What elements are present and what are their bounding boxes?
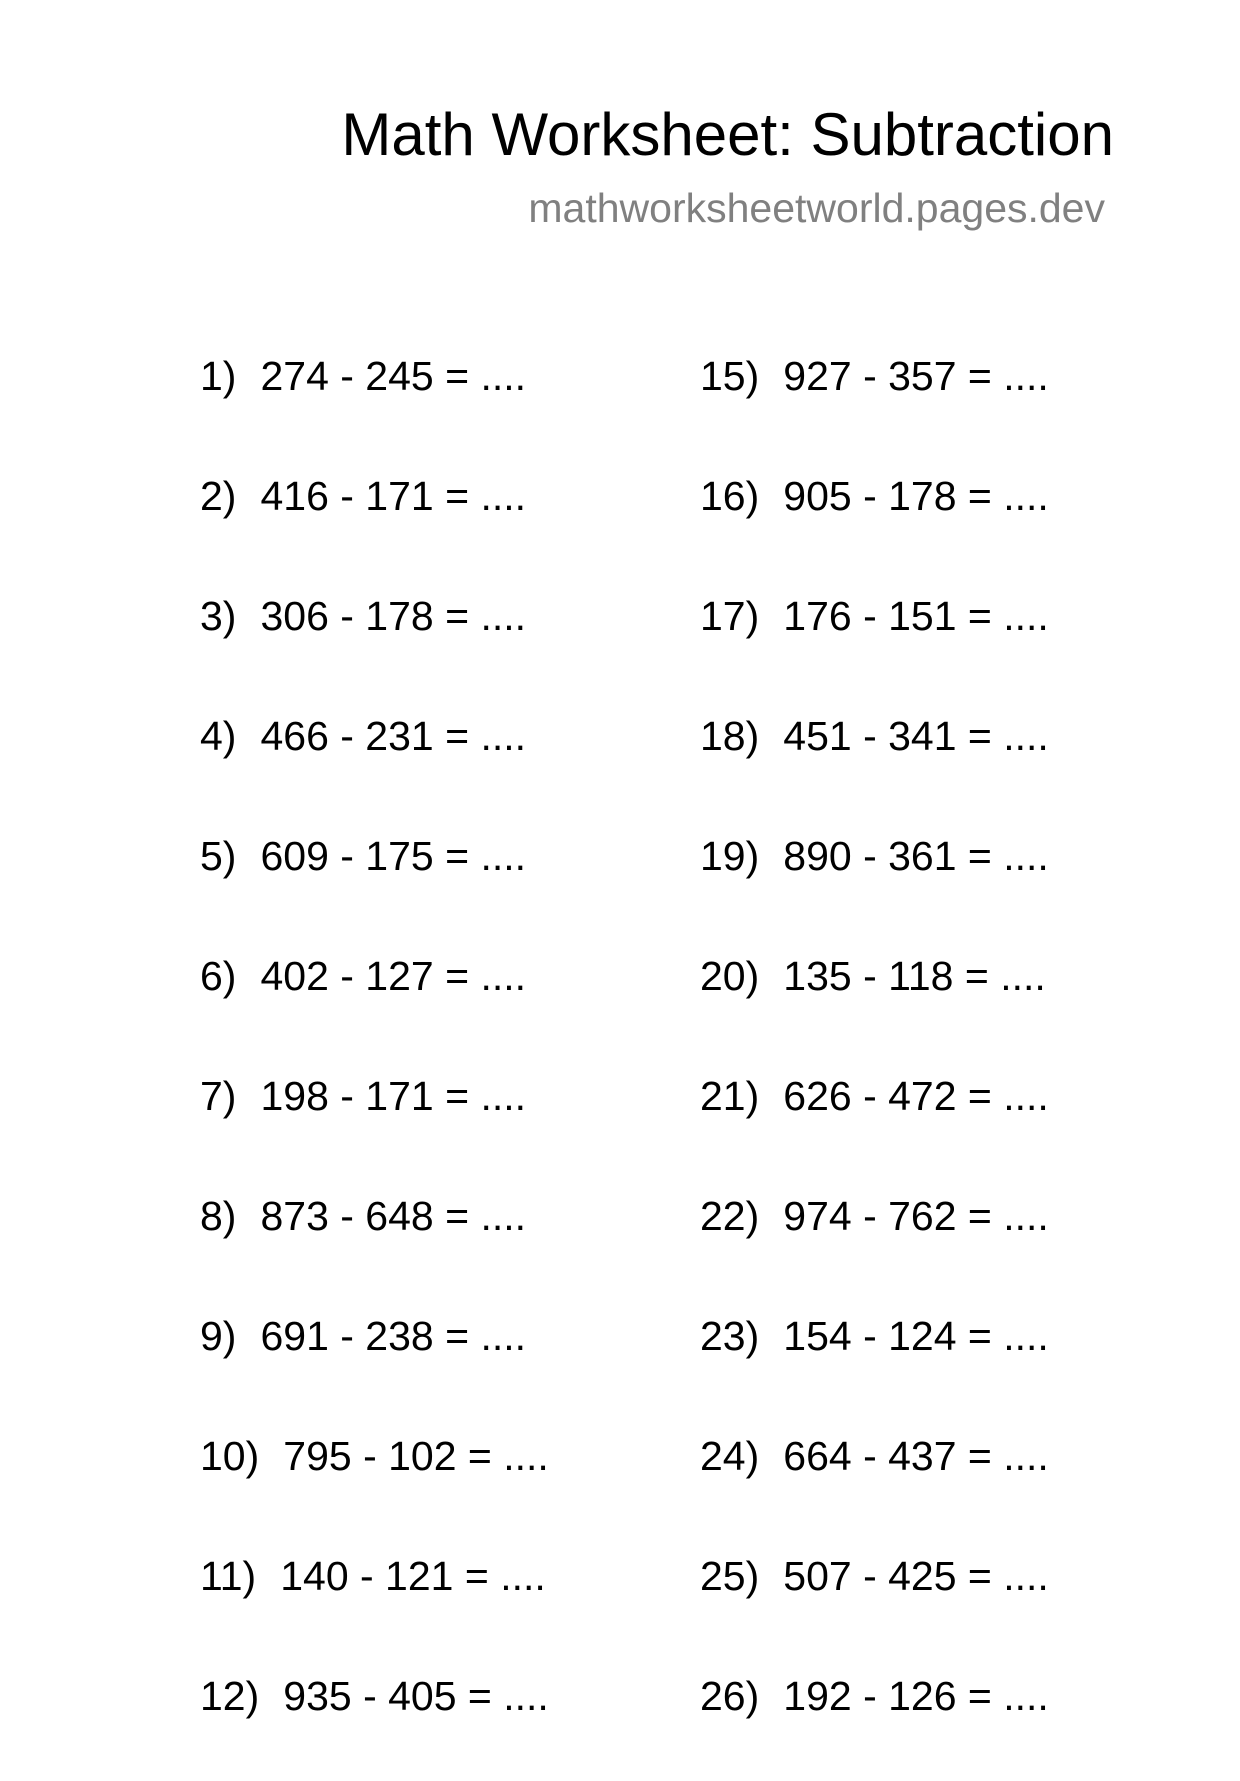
problem-expression: 626 - 472 = .... — [783, 1073, 1049, 1119]
problem-item — [200, 1061, 549, 1181]
problem-expression: 974 - 762 = .... — [783, 1193, 1049, 1239]
problem-item — [200, 701, 549, 821]
problem-item — [700, 1421, 1049, 1541]
problem-number: 10) — [200, 1433, 260, 1479]
problem-number: 12) — [200, 1673, 260, 1719]
problem-number: 23) — [700, 1313, 760, 1359]
problem-item — [200, 461, 549, 581]
problem-expression: 609 - 175 = .... — [260, 833, 527, 879]
problem-expression: 466 - 231 = .... — [260, 713, 527, 759]
problem-expression: 664 - 437 = .... — [783, 1433, 1049, 1479]
worksheet-title: Math Worksheet: Subtraction — [341, 101, 1114, 168]
problem-expression: 691 - 238 = .... — [260, 1313, 527, 1359]
problem-expression: 306 - 178 = .... — [260, 593, 527, 639]
problem-number: 9) — [200, 1313, 237, 1359]
problem-item — [700, 461, 1049, 581]
problem-number: 20) — [700, 953, 760, 999]
problem-item — [200, 1301, 549, 1421]
problem-item — [200, 341, 549, 461]
problem-item — [700, 941, 1049, 1061]
problem-expression: 507 - 425 = .... — [783, 1553, 1049, 1599]
problem-expression: 154 - 124 = .... — [783, 1313, 1049, 1359]
problem-number: 24) — [700, 1433, 760, 1479]
problem-item — [700, 821, 1049, 941]
problem-item — [700, 701, 1049, 821]
problem-item — [700, 1061, 1049, 1181]
problem-number: 1) — [200, 353, 237, 399]
problem-number: 6) — [200, 953, 237, 999]
problem-number: 18) — [700, 713, 760, 759]
problem-number: 4) — [200, 713, 237, 759]
problem-expression: 451 - 341 = .... — [783, 713, 1049, 759]
problem-expression: 873 - 648 = .... — [260, 1193, 527, 1239]
problem-expression: 198 - 171 = .... — [260, 1073, 527, 1119]
problem-number: 26) — [700, 1673, 760, 1719]
problem-list-left — [200, 341, 549, 1781]
problem-item — [200, 821, 549, 941]
problem-item — [200, 1181, 549, 1301]
problem-number: 7) — [200, 1073, 237, 1119]
problem-item — [200, 1661, 549, 1781]
problem-expression: 192 - 126 = .... — [783, 1673, 1049, 1719]
problem-number: 17) — [700, 593, 760, 639]
worksheet-source-url: mathworksheetworld.pages.dev — [528, 185, 1105, 231]
problem-item — [700, 1301, 1049, 1421]
problem-number: 16) — [700, 473, 760, 519]
problem-number: 5) — [200, 833, 237, 879]
problem-number: 22) — [700, 1193, 760, 1239]
problem-number: 15) — [700, 353, 760, 399]
problem-number: 19) — [700, 833, 760, 879]
problem-expression: 135 - 118 = .... — [783, 953, 1046, 999]
problem-expression: 795 - 102 = .... — [283, 1433, 549, 1479]
problem-expression: 402 - 127 = .... — [260, 953, 527, 999]
problem-list-right — [700, 341, 1049, 1781]
problem-number: 25) — [700, 1553, 760, 1599]
problem-item — [700, 1661, 1049, 1781]
problem-expression: 935 - 405 = .... — [283, 1673, 549, 1719]
problem-item — [200, 1541, 549, 1661]
problem-item — [700, 581, 1049, 701]
problem-item — [200, 581, 549, 701]
problem-number: 21) — [700, 1073, 760, 1119]
problem-expression: 890 - 361 = .... — [783, 833, 1049, 879]
problem-number: 8) — [200, 1193, 237, 1239]
problem-item — [700, 1541, 1049, 1661]
problem-item — [200, 941, 549, 1061]
problem-number: 3) — [200, 593, 237, 639]
problem-expression: 905 - 178 = .... — [783, 473, 1049, 519]
problem-number: 11) — [200, 1553, 257, 1599]
problem-item — [200, 1421, 549, 1541]
problem-expression: 274 - 245 = .... — [260, 353, 527, 399]
problem-expression: 140 - 121 = .... — [280, 1553, 546, 1599]
problem-expression: 416 - 171 = .... — [260, 473, 527, 519]
problem-item — [700, 341, 1049, 461]
problem-expression: 927 - 357 = .... — [783, 353, 1049, 399]
problem-number: 2) — [200, 473, 237, 519]
problem-expression: 176 - 151 = .... — [783, 593, 1049, 639]
problem-item — [700, 1181, 1049, 1301]
